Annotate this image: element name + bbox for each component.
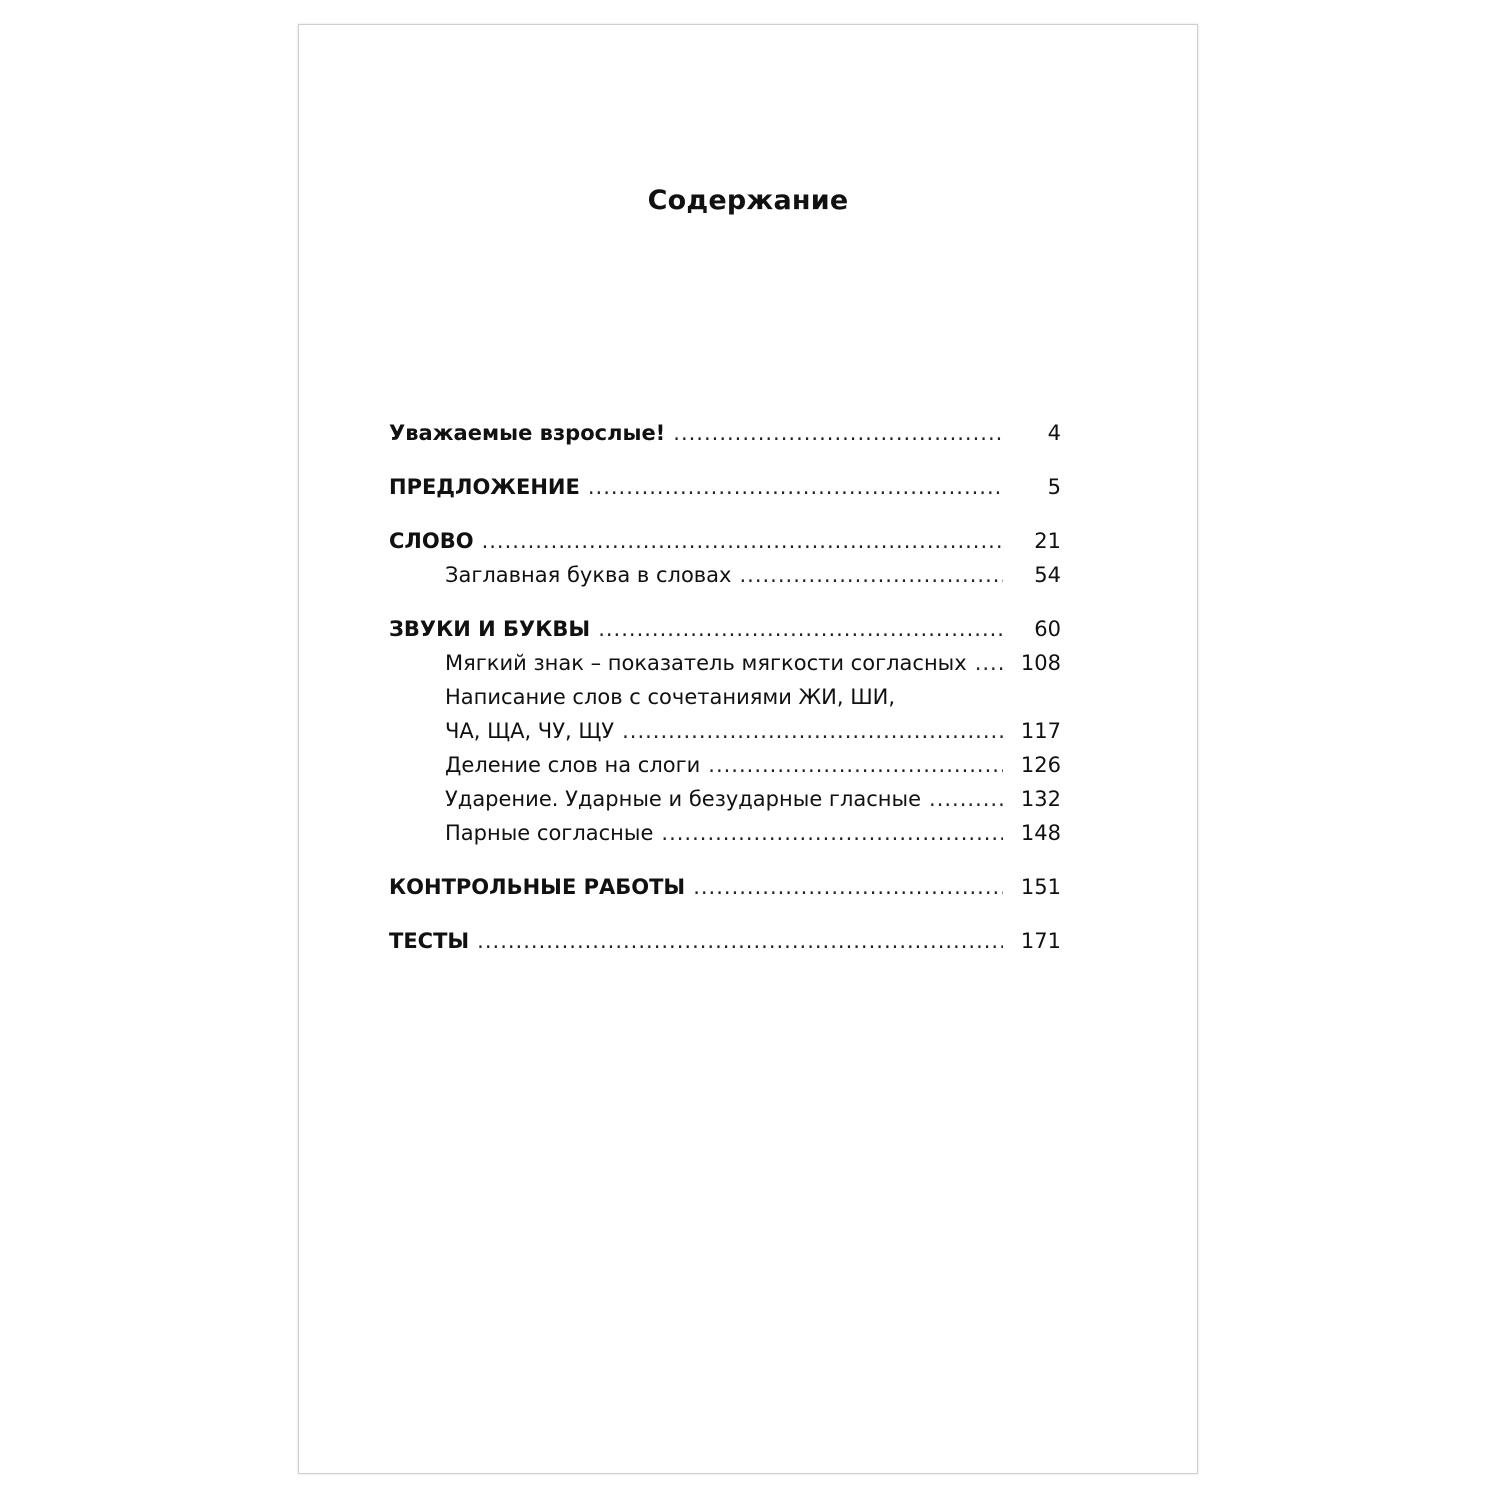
toc-subentry — [389, 714, 1061, 748]
toc-entry-page: 21 — [1034, 529, 1061, 553]
toc-entry-label: Ударение. Ударные и безударные гласные — [445, 787, 922, 811]
toc-entry-page: 5 — [1047, 475, 1061, 499]
toc-entry-label: Парные согласные — [445, 821, 654, 845]
dot-leader — [598, 612, 1003, 646]
toc-subentry — [389, 816, 1061, 850]
dot-leader — [739, 558, 1003, 592]
toc-entry-page: 151 — [1020, 875, 1061, 899]
toc-subentry — [389, 646, 1061, 680]
toc-entry-page: 4 — [1047, 421, 1061, 445]
toc-entry-page: 132 — [1020, 787, 1061, 811]
toc-entry-page: 108 — [1020, 651, 1061, 675]
toc-entry-label: СЛОВО — [389, 529, 474, 553]
dot-leader — [975, 646, 1003, 680]
toc-entry-page: 148 — [1020, 821, 1061, 845]
dot-leader — [693, 870, 1003, 904]
toc-entry-label: Уважаемые взрослые! — [389, 421, 666, 445]
toc-entry — [389, 416, 1061, 450]
dot-leader — [588, 470, 1003, 504]
page-title: Содержание — [647, 185, 849, 216]
toc-entry-label: КОНТРОЛЬНЫЕ РАБОТЫ — [389, 875, 686, 899]
toc-subentry — [389, 680, 1061, 714]
toc-entry — [389, 470, 1061, 504]
toc-entry — [389, 612, 1061, 646]
toc-entry — [389, 870, 1061, 904]
toc-subentry — [389, 558, 1061, 592]
toc-entry — [389, 524, 1061, 558]
toc-entry-label: Мягкий знак – показатель мягкости согласных — [445, 651, 967, 675]
toc-entry-label: Заглавная буква в словах — [445, 563, 732, 587]
toc-subentry — [389, 782, 1061, 816]
toc-entry-label: ЧА, ЩА, ЧУ, ЩУ — [445, 719, 615, 743]
toc-entry-page: 60 — [1034, 617, 1061, 641]
book-page — [298, 24, 1198, 1474]
dot-leader — [708, 748, 1003, 782]
dot-leader — [661, 816, 1003, 850]
dot-leader — [482, 524, 1003, 558]
dot-leader — [929, 782, 1003, 816]
dot-leader — [622, 714, 1003, 748]
toc-entry-page: 126 — [1020, 753, 1061, 777]
toc-entry-label: ЗВУКИ И БУКВЫ — [389, 617, 591, 641]
toc-entry — [389, 924, 1061, 958]
toc-entry-page: 171 — [1020, 929, 1061, 953]
table-of-contents — [389, 416, 1061, 958]
toc-entry-page: 117 — [1020, 719, 1061, 743]
dot-leader — [673, 416, 1003, 450]
dot-leader — [477, 924, 1003, 958]
toc-entry-label: Написание слов с сочетаниями ЖИ, ШИ, — [445, 685, 896, 709]
toc-subentry — [389, 748, 1061, 782]
toc-entry-label: Деление слов на слоги — [445, 753, 701, 777]
toc-entry-page: 54 — [1034, 563, 1061, 587]
toc-entry-label: ПРЕДЛОЖЕНИЕ — [389, 475, 580, 499]
toc-entry-label: ТЕСТЫ — [389, 929, 470, 953]
